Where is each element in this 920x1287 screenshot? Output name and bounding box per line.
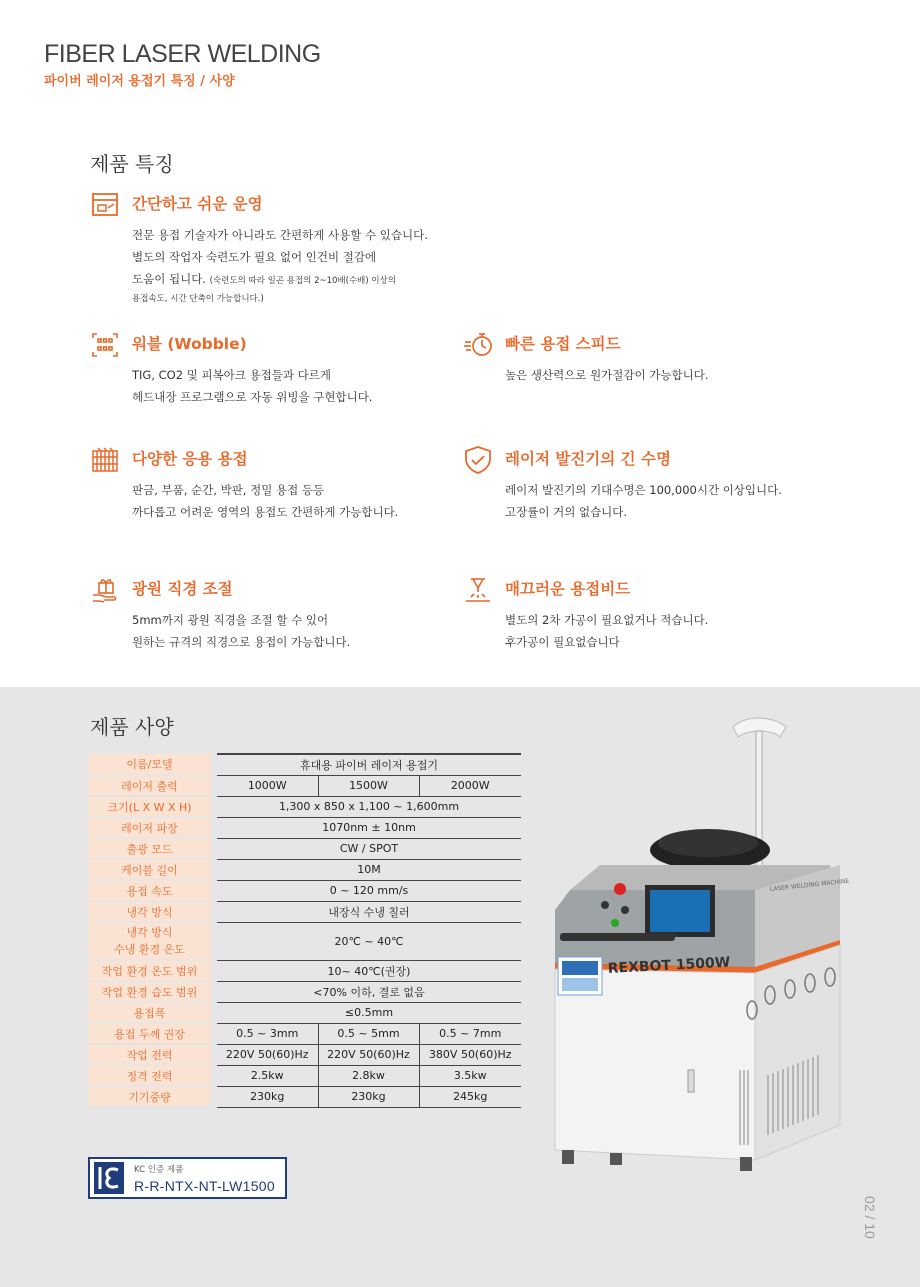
spec-label: [88, 796, 211, 817]
spec-label-line: 이름/모델: [126, 758, 173, 771]
spec-label-line: 용접 두께 권장: [114, 1027, 185, 1041]
grid-pattern-icon: [90, 445, 120, 475]
feature-title: 매끄러운 용접비드: [505, 580, 631, 598]
feature-note: (숙련도의 따라 일곤 용접의 2~10배(수배) 이상의: [209, 276, 397, 286]
spec-row: [88, 1002, 521, 1023]
spec-row: [88, 1044, 521, 1065]
page-number: 02 / 10: [862, 1196, 878, 1239]
spec-value: CW / SPOT: [217, 838, 521, 859]
feature-description: [132, 479, 398, 523]
spec-label: [88, 859, 211, 880]
feature-line: 헤드내장 프로그램으로 자동 위빙을 구현합니다.: [132, 390, 373, 404]
spec-label-line: 용접폭: [133, 1006, 166, 1020]
spec-label: [88, 960, 211, 981]
spec-value: 2000W: [419, 775, 521, 796]
feature-line: TIG, CO2 및 피복아크 용접들과 다르게: [132, 368, 331, 382]
spec-value: 220V 50(60)Hz: [318, 1044, 419, 1065]
spec-label: [88, 901, 211, 922]
spec-label-line: 수냉 환경 온도: [114, 943, 185, 956]
spec-value: 220V 50(60)Hz: [217, 1044, 318, 1065]
feature-note: 용접속도, 시간 단축이 가능합니다.): [132, 294, 264, 304]
spec-value: 10M: [217, 859, 521, 880]
spec-label: [88, 1065, 211, 1086]
spec-value: 휴대용 파이버 레이저 용접기: [217, 754, 521, 775]
stopwatch-icon: [463, 330, 493, 360]
spec-value: 0.5 ~ 3mm: [217, 1023, 318, 1044]
spec-value: 내장식 수냉 칠러: [217, 901, 521, 922]
spec-row: [88, 922, 521, 960]
feature-line: 도움이 됩니다.: [132, 272, 206, 286]
kc-code: R-R-NTX-NT-LW1500: [134, 1178, 275, 1194]
header-subtitle: 파이버 레이저 용접기 특징 / 사양: [44, 74, 235, 89]
spec-row: [88, 775, 521, 796]
feature-line: 판금, 부품, 순간, 박판, 정밀 용접 등등: [132, 483, 325, 497]
feature-description: [132, 364, 372, 408]
spec-value: 2.5kw: [217, 1065, 318, 1086]
kc-certification-badge: [88, 1157, 287, 1199]
spec-label: [88, 817, 211, 838]
spec-value: 1,300 x 850 x 1,100 ~ 1,600mm: [217, 796, 521, 817]
feature-description: [505, 479, 782, 523]
spec-label: [88, 754, 211, 775]
spec-label-line: 작업 전력: [126, 1048, 173, 1062]
weld-bead-icon: [463, 575, 493, 605]
feature-line: 원하는 규격의 직경으로 용접이 가능합니다.: [132, 635, 351, 649]
spec-label-line: 출광 모드: [126, 842, 173, 856]
spec-value: 0.5 ~ 7mm: [419, 1023, 521, 1044]
spec-label-line: 레이저 출력: [121, 779, 178, 793]
kc-logo-icon: [94, 1162, 124, 1194]
hand-gift-icon: [90, 575, 120, 605]
window-icon: [90, 190, 120, 220]
spec-row: [88, 838, 521, 859]
feature-line: 높은 생산력으로 원가절감이 가능합니다.: [505, 368, 709, 382]
spec-row: [88, 901, 521, 922]
feature-line: 별도의 작업자 숙련도가 필요 없어 인건비 절감에: [132, 250, 377, 264]
spec-label-line: 용접 속도: [126, 884, 173, 898]
spec-row: [88, 1023, 521, 1044]
feature-description: [505, 364, 708, 386]
spec-value: 20℃ ~ 40℃: [217, 922, 521, 960]
feature-title: 광원 직경 조절: [132, 580, 233, 598]
spec-label: [88, 1002, 211, 1023]
spec-label-line: 작업 환경 온도 범위: [101, 964, 198, 978]
machine-side-text: LASER WELDING MACHINE: [769, 877, 850, 893]
spec-value: 10~ 40℃(권장): [217, 960, 521, 981]
spec-label: [88, 1023, 211, 1044]
kc-label: KC 인증 제품: [134, 1165, 184, 1175]
feature-line: 까다롭고 어려운 영역의 용접도 간편하게 가능합니다.: [132, 505, 399, 519]
spec-value: 380V 50(60)Hz: [419, 1044, 521, 1065]
spec-row: [88, 1065, 521, 1086]
spec-label: [88, 880, 211, 901]
header-title: FIBER LASER WELDING: [44, 40, 321, 68]
spec-row: [88, 981, 521, 1002]
spec-value: 230kg: [217, 1086, 318, 1107]
feature-line: 후가공이 필요없습니다: [505, 635, 620, 649]
feature-line: 고장률이 거의 없습니다.: [505, 505, 628, 519]
spec-value: 1500W: [318, 775, 419, 796]
spec-label-line: 냉각 방식: [126, 926, 173, 939]
spec-table: [88, 753, 521, 1108]
laser-welder-machine-image: [540, 705, 870, 1175]
spec-row: [88, 817, 521, 838]
spec-label-line: 기기중량: [128, 1090, 171, 1104]
spec-value: 1070nm ± 10nm: [217, 817, 521, 838]
shield-check-icon: [463, 445, 493, 475]
spec-value: 230kg: [318, 1086, 419, 1107]
spec-label: [88, 838, 211, 859]
spec-label: [88, 922, 211, 960]
spec-value: 0.5 ~ 5mm: [318, 1023, 419, 1044]
spec-label: [88, 775, 211, 796]
spec-row: [88, 859, 521, 880]
feature-description: [132, 609, 350, 653]
feature-title: 다양한 응용 용접: [132, 450, 248, 468]
wobble-icon: [90, 330, 120, 360]
feature-title: 빠른 용접 스피드: [505, 335, 621, 353]
spec-label-line: 냉각 방식: [126, 905, 173, 919]
features-section-title: 제품 특징: [90, 152, 174, 176]
spec-value: <70% 이하, 결로 없음: [217, 981, 521, 1002]
spec-label: [88, 1086, 211, 1107]
spec-row: [88, 1086, 521, 1107]
spec-label-line: 케이블 길이: [121, 863, 178, 877]
feature-description: [132, 224, 428, 306]
spec-row: [88, 960, 521, 981]
feature-line: 레이저 발진기의 기대수명은 100,000시간 이상입니다.: [505, 483, 782, 497]
spec-row: [88, 880, 521, 901]
machine-brand-label: REXBOT 1500W: [607, 954, 731, 977]
spec-row: [88, 754, 521, 775]
spec-label: [88, 1044, 211, 1065]
spec-section-title: 제품 사양: [90, 715, 174, 739]
spec-label-line: 레이저 파장: [121, 821, 178, 835]
spec-value: 0 ~ 120 mm/s: [217, 880, 521, 901]
feature-line: 별도의 2차 가공이 필요없거나 적습니다.: [505, 613, 709, 627]
feature-title: 워블 (Wobble): [132, 335, 247, 353]
feature-description: [505, 609, 708, 653]
spec-value: 3.5kw: [419, 1065, 521, 1086]
feature-line: 전문 용접 기술자가 아니라도 간편하게 사용할 수 있습니다.: [132, 228, 428, 242]
feature-line: 5mm까지 광원 직경을 조절 할 수 있어: [132, 613, 329, 627]
spec-label-line: 크기(L X W X H): [107, 800, 192, 814]
spec-row: [88, 796, 521, 817]
spec-value: 1000W: [217, 775, 318, 796]
feature-title: 간단하고 쉬운 운영: [132, 195, 263, 213]
spec-label-line: 작업 환경 습도 범위: [101, 985, 198, 999]
feature-title: 레이저 발진기의 긴 수명: [505, 450, 671, 468]
spec-label: [88, 981, 211, 1002]
spec-value: 245kg: [419, 1086, 521, 1107]
spec-value: 2.8kw: [318, 1065, 419, 1086]
spec-value: ≤0.5mm: [217, 1002, 521, 1023]
spec-label-line: 정격 전력: [126, 1069, 173, 1083]
